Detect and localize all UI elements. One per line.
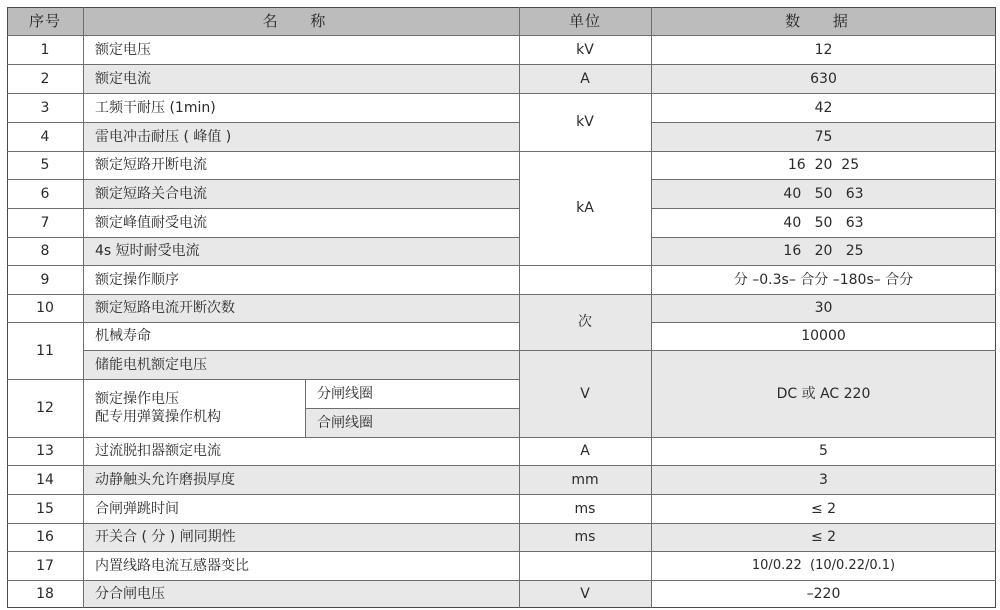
name-line-2: 配专用弹簧操作机构	[95, 409, 221, 425]
row-divider	[7, 93, 996, 94]
table-border	[7, 7, 996, 8]
column-divider	[651, 7, 652, 608]
row-unit: mm	[519, 465, 651, 494]
spec-table	[7, 7, 996, 608]
row-divider	[651, 322, 996, 323]
row-value: 30	[651, 294, 996, 322]
row-divider	[7, 551, 996, 552]
row-name: 雷电冲击耐压 ( 峰值 )	[83, 122, 519, 151]
row-divider	[651, 237, 996, 238]
row-name: 开关合 ( 分 ) 闸同期性	[83, 523, 519, 551]
row-value: 40 50 63	[651, 208, 996, 237]
row-divider	[7, 122, 519, 123]
row-unit	[519, 551, 651, 580]
row-divider	[651, 179, 996, 180]
row-value: 630	[651, 64, 996, 93]
row-name: 额定电压	[83, 35, 519, 64]
row-value: 12	[651, 35, 996, 64]
row-name: 工频干耐压 (1min)	[83, 93, 519, 122]
row-name: 4s 短时耐受电流	[83, 237, 519, 265]
row-value: 5	[651, 437, 996, 465]
row-value: 16 20 25	[651, 151, 996, 179]
row-divider	[7, 437, 996, 438]
row-divider	[651, 122, 996, 123]
row-name: 额定峰值耐受电流	[83, 208, 519, 237]
row-value: 3	[651, 465, 996, 494]
row-no: 15	[7, 494, 83, 523]
row-divider	[7, 265, 996, 266]
row-unit: A	[519, 64, 651, 93]
row-value: 75	[651, 122, 996, 151]
row-no: 3	[7, 93, 83, 122]
row-value: 10/0.22 (10/0.22/0.1)	[651, 551, 996, 580]
row-divider	[651, 208, 996, 209]
row-divider	[305, 408, 519, 409]
row-unit: ms	[519, 494, 651, 523]
row-no: 9	[7, 265, 83, 294]
merged-unit: 次	[519, 294, 651, 350]
merged-unit: kV	[519, 93, 651, 151]
row-divider	[7, 35, 996, 36]
row-no: 16	[7, 523, 83, 551]
row-no: 5	[7, 151, 83, 179]
sub-item: 分闸线圈	[305, 379, 519, 408]
header-value: 数 据	[651, 7, 996, 35]
row-divider	[519, 350, 996, 351]
header-name: 名 称	[83, 7, 519, 35]
name-line-1: 额定操作电压	[95, 391, 179, 407]
row-name: 额定短路关合电流	[83, 179, 519, 208]
row-divider	[7, 494, 996, 495]
row-value: 16 20 25	[651, 237, 996, 265]
row-unit	[519, 265, 651, 294]
row-no: 6	[7, 179, 83, 208]
row-name: 额定电流	[83, 64, 519, 93]
row-divider	[7, 179, 519, 180]
row-value: ≤ 2	[651, 494, 996, 523]
column-divider	[519, 7, 520, 608]
row-divider	[7, 208, 519, 209]
row-name: 额定短路开断电流	[83, 151, 519, 179]
row-divider	[7, 465, 996, 466]
row-unit: ms	[519, 523, 651, 551]
row-name: 储能电机额定电压	[83, 350, 519, 379]
row-no: 12	[7, 379, 83, 437]
merged-unit: V	[519, 350, 651, 437]
row-no: 17	[7, 551, 83, 580]
column-divider	[83, 7, 84, 608]
row-divider	[7, 151, 996, 152]
row-divider	[7, 294, 996, 295]
row-divider	[7, 237, 519, 238]
table-border	[7, 7, 8, 608]
row-divider	[7, 523, 996, 524]
row-value: 分 –0.3s– 合分 –180s– 合分	[651, 265, 996, 294]
row-name: 分合闸电压	[83, 580, 519, 608]
header-no: 序号	[7, 7, 83, 35]
row-name: 额定操作顺序	[83, 265, 519, 294]
row-unit: kV	[519, 35, 651, 64]
row-name: 过流脱扣器额定电流	[83, 437, 519, 465]
row-unit: A	[519, 437, 651, 465]
row-no: 1	[7, 35, 83, 64]
merged-unit: kA	[519, 151, 651, 265]
row-name: 合闸弹跳时间	[83, 494, 519, 523]
row-no: 2	[7, 64, 83, 93]
row-name: 动静触头允许磨损厚度	[83, 465, 519, 494]
row-divider	[7, 64, 996, 65]
merged-value: DC 或 AC 220	[651, 350, 996, 437]
row-no: 18	[7, 580, 83, 608]
row-value: 10000	[651, 322, 996, 350]
table-border	[7, 607, 996, 608]
row-value: –220	[651, 580, 996, 608]
header-unit: 单位	[519, 7, 651, 35]
row-divider	[7, 322, 83, 323]
row-divider	[7, 379, 519, 380]
row-divider	[83, 322, 519, 323]
row-name: 机械寿命	[83, 322, 519, 350]
row-name-multiline	[83, 379, 305, 437]
row-unit: V	[519, 580, 651, 608]
row-no: 10	[7, 294, 83, 322]
row-no: 13	[7, 437, 83, 465]
row-divider	[7, 580, 996, 581]
row-divider	[83, 350, 519, 351]
sub-item: 合闸线圈	[305, 408, 519, 437]
row-value: 40 50 63	[651, 179, 996, 208]
row-value: 42	[651, 93, 996, 122]
row-name: 额定短路电流开断次数	[83, 294, 519, 322]
row-no: 4	[7, 122, 83, 151]
row-value: ≤ 2	[651, 523, 996, 551]
table-border	[995, 7, 996, 608]
row-no: 7	[7, 208, 83, 237]
row-no: 8	[7, 237, 83, 265]
row-no: 11	[7, 322, 83, 379]
row-no: 14	[7, 465, 83, 494]
row-name: 内置线路电流互感器变比	[83, 551, 519, 580]
